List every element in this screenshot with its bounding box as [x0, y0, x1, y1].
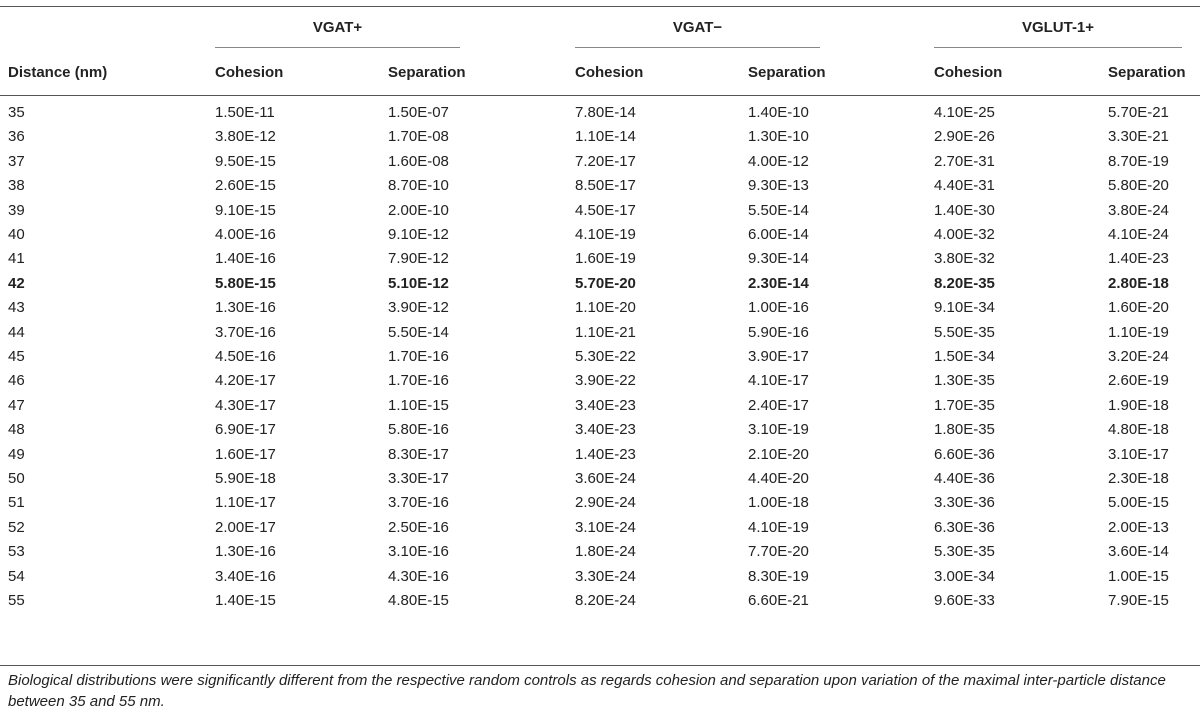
separation-cell: 3.20E-24: [1108, 348, 1169, 365]
table-row: [0, 174, 1200, 198]
separation-cell: 1.70E-16: [388, 348, 449, 365]
separation-cell: 8.30E-19: [748, 567, 809, 585]
distance-cell: 42: [8, 274, 25, 292]
group-rule-vgat-minus: [575, 47, 820, 48]
distance-cell: 39: [8, 201, 25, 219]
separation-cell: 3.70E-16: [388, 494, 449, 512]
cohesion-cell: 5.80E-15: [215, 274, 276, 292]
cohesion-cell: 9.50E-15: [215, 152, 276, 170]
cohesion-cell: 3.60E-24: [575, 470, 636, 487]
separation-cell: 8.70E-10: [388, 177, 449, 195]
separation-cell: 4.80E-18: [1108, 421, 1169, 439]
distance-cell: 52: [8, 518, 25, 536]
cohesion-cell: 8.50E-17: [575, 177, 636, 195]
column-header-vglut1-plus-separation: Separation: [1108, 64, 1186, 81]
cohesion-cell: 6.90E-17: [215, 421, 276, 439]
cohesion-cell: 1.40E-15: [215, 592, 276, 609]
cohesion-cell: 7.20E-17: [575, 152, 636, 170]
separation-cell: 1.60E-08: [388, 152, 449, 170]
cohesion-cell: 1.60E-19: [575, 250, 636, 268]
cohesion-cell: 3.70E-16: [215, 323, 276, 341]
separation-cell: 6.60E-21: [748, 592, 809, 609]
table-row: [0, 491, 1200, 515]
cohesion-cell: 5.30E-35: [934, 543, 995, 561]
table-row: [0, 296, 1200, 320]
cohesion-cell: 3.80E-12: [215, 128, 276, 146]
cohesion-cell: 4.50E-16: [215, 348, 276, 365]
separation-cell: 4.10E-17: [748, 372, 809, 390]
separation-cell: 5.00E-15: [1108, 494, 1169, 512]
cohesion-cell: 1.40E-30: [934, 201, 995, 219]
separation-cell: 1.00E-18: [748, 494, 809, 512]
separation-cell: 1.90E-18: [1108, 396, 1169, 414]
separation-cell: 2.00E-10: [388, 201, 449, 219]
group-header-vgat-minus: VGAT−: [672, 19, 723, 36]
distance-cell: 48: [8, 421, 25, 439]
separation-cell: 8.30E-17: [388, 445, 449, 463]
cohesion-cell: 1.30E-35: [934, 372, 995, 390]
cohesion-cell: 3.30E-24: [575, 567, 636, 585]
separation-cell: 1.40E-10: [748, 104, 809, 121]
column-header-vgat-minus-separation: Separation: [748, 64, 826, 81]
table-footnote: Biological distributions were significantly different from the respective random controls as regards cohesion and separation upon variation of the maximal inter-particle distance between 35 and 55 nm.: [8, 672, 1166, 710]
cohesion-cell: 9.10E-34: [934, 299, 995, 317]
distance-cell: 36: [8, 128, 25, 146]
cohesion-cell: 8.20E-35: [934, 274, 995, 292]
group-rule-vglut1-plus: [934, 47, 1182, 48]
separation-cell: 5.80E-16: [388, 421, 449, 439]
cohesion-cell: 4.00E-32: [934, 226, 995, 243]
table-row: [0, 223, 1200, 247]
cohesion-cell: 6.30E-36: [934, 518, 995, 536]
cohesion-cell: 1.50E-34: [934, 348, 995, 365]
distance-cell: 53: [8, 543, 25, 561]
table-bottom-rule: [0, 665, 1200, 666]
separation-cell: 3.30E-17: [388, 470, 449, 487]
cohesion-cell: 2.90E-24: [575, 494, 636, 512]
separation-cell: 3.60E-14: [1108, 543, 1169, 561]
separation-cell: 2.60E-19: [1108, 372, 1169, 390]
table-row: [0, 199, 1200, 223]
separation-cell: 1.60E-20: [1108, 299, 1169, 317]
table-row: [0, 321, 1200, 345]
separation-cell: 1.00E-15: [1108, 567, 1169, 585]
separation-cell: 1.30E-10: [748, 128, 809, 146]
table-row: [0, 150, 1200, 174]
column-header-vgat-plus-separation: Separation: [388, 64, 466, 81]
group-header-vgat-plus: VGAT+: [312, 19, 363, 36]
cohesion-cell: 2.90E-26: [934, 128, 995, 146]
cohesion-cell: 4.30E-17: [215, 396, 276, 414]
cohesion-cell: 4.00E-16: [215, 226, 276, 243]
table-row: [0, 394, 1200, 418]
separation-cell: 4.30E-16: [388, 567, 449, 585]
table-row: [0, 418, 1200, 442]
distance-cell: 55: [8, 592, 25, 609]
cohesion-cell: 5.70E-20: [575, 274, 636, 292]
cohesion-cell: 1.30E-16: [215, 299, 276, 317]
cohesion-cell: 4.40E-36: [934, 470, 995, 487]
cohesion-cell: 1.10E-20: [575, 299, 636, 317]
cohesion-cell: 3.80E-32: [934, 250, 995, 268]
separation-cell: 3.10E-19: [748, 421, 809, 439]
table-header-rule: [0, 95, 1200, 96]
table-row: [0, 369, 1200, 393]
distance-cell: 45: [8, 348, 25, 365]
cohesion-cell: 4.10E-25: [934, 104, 995, 121]
separation-cell: 3.80E-24: [1108, 201, 1169, 219]
distance-cell: 51: [8, 494, 25, 512]
cohesion-cell: 3.40E-16: [215, 567, 276, 585]
separation-cell: 1.70E-16: [388, 372, 449, 390]
cohesion-cell: 7.80E-14: [575, 104, 636, 121]
cohesion-cell: 5.50E-35: [934, 323, 995, 341]
table-row: [0, 101, 1200, 125]
separation-cell: 2.10E-20: [748, 445, 809, 463]
cohesion-cell: 1.50E-11: [215, 104, 275, 121]
separation-cell: 7.70E-20: [748, 543, 809, 561]
separation-cell: 1.00E-16: [748, 299, 809, 317]
table-row: [0, 247, 1200, 271]
cohesion-cell: 1.40E-16: [215, 250, 276, 268]
cohesion-cell: 3.10E-24: [575, 518, 636, 536]
separation-cell: 9.30E-13: [748, 177, 809, 195]
table-row: [0, 540, 1200, 564]
separation-cell: 1.50E-07: [388, 104, 449, 121]
cohesion-cell: 6.60E-36: [934, 445, 995, 463]
distance-cell: 49: [8, 445, 25, 463]
cohesion-cell: 2.60E-15: [215, 177, 276, 195]
cohesion-cell: 1.10E-17: [215, 494, 276, 512]
separation-cell: 5.90E-16: [748, 323, 809, 341]
separation-cell: 4.80E-15: [388, 592, 449, 609]
table-row: [0, 345, 1200, 369]
separation-cell: 5.70E-21: [1108, 104, 1169, 121]
column-header-vglut1-plus-cohesion: Cohesion: [934, 64, 1003, 81]
cohesion-cell: 1.60E-17: [215, 445, 276, 463]
cohesion-cell: 3.00E-34: [934, 567, 995, 585]
cohesion-cell: 4.50E-17: [575, 201, 636, 219]
cohesion-cell: 4.10E-19: [575, 226, 636, 243]
table-row: [0, 443, 1200, 467]
distance-cell: 44: [8, 323, 25, 341]
separation-cell: 1.10E-19: [1108, 323, 1169, 341]
cohesion-cell: 8.20E-24: [575, 592, 636, 609]
cohesion-cell: 1.80E-35: [934, 421, 995, 439]
cohesion-cell: 1.10E-14: [575, 128, 636, 146]
separation-cell: 5.80E-20: [1108, 177, 1169, 195]
group-header-vglut1-plus: VGLUT-1+: [1021, 19, 1095, 36]
column-header-vgat-plus-cohesion: Cohesion: [215, 64, 284, 81]
separation-cell: 9.30E-14: [748, 250, 809, 268]
separation-cell: 3.10E-16: [388, 543, 449, 561]
separation-cell: 3.30E-21: [1108, 128, 1169, 146]
distance-cell: 46: [8, 372, 25, 390]
cohesion-cell: 3.30E-36: [934, 494, 995, 512]
distance-cell: 43: [8, 299, 25, 317]
table-row: [0, 516, 1200, 540]
separation-cell: 6.00E-14: [748, 226, 809, 243]
distance-cell: 37: [8, 152, 25, 170]
distance-cell: 38: [8, 177, 25, 195]
cohesion-cell: 2.00E-17: [215, 518, 276, 536]
separation-cell: 2.30E-18: [1108, 470, 1169, 487]
separation-cell: 8.70E-19: [1108, 152, 1169, 170]
cohesion-cell: 5.90E-18: [215, 470, 276, 487]
separation-cell: 5.50E-14: [388, 323, 449, 341]
separation-cell: 2.40E-17: [748, 396, 809, 414]
column-header-vgat-minus-cohesion: Cohesion: [575, 64, 644, 81]
distance-cell: 54: [8, 567, 25, 585]
separation-cell: 2.50E-16: [388, 518, 449, 536]
separation-cell: 4.10E-19: [748, 518, 809, 536]
cohesion-cell: 1.70E-35: [934, 396, 995, 414]
distance-cell: 40: [8, 226, 25, 243]
group-rule-vgat-plus: [215, 47, 460, 48]
cohesion-cell: 9.60E-33: [934, 592, 995, 609]
table-row: [0, 467, 1200, 491]
separation-cell: 3.90E-12: [388, 299, 449, 317]
separation-cell: 4.10E-24: [1108, 226, 1169, 243]
separation-cell: 3.90E-17: [748, 348, 809, 365]
separation-cell: 4.40E-20: [748, 470, 809, 487]
cohesion-cell: 1.80E-24: [575, 543, 636, 561]
separation-cell: 1.10E-15: [388, 396, 449, 414]
cohesion-cell: 1.30E-16: [215, 543, 276, 561]
cohesion-cell: 4.40E-31: [934, 177, 995, 195]
table-top-rule: [0, 6, 1200, 7]
separation-cell: 1.40E-23: [1108, 250, 1169, 268]
distance-cell: 50: [8, 470, 25, 487]
distance-cell: 47: [8, 396, 25, 414]
column-header-distance: Distance (nm): [8, 64, 108, 81]
separation-cell: 5.50E-14: [748, 201, 809, 219]
cohesion-cell: 2.70E-31: [934, 152, 995, 170]
cohesion-cell: 3.40E-23: [575, 396, 636, 414]
separation-cell: 7.90E-12: [388, 250, 449, 268]
separation-cell: 9.10E-12: [388, 226, 449, 243]
cohesion-cell: 3.90E-22: [575, 372, 636, 390]
separation-cell: 2.80E-18: [1108, 274, 1169, 292]
separation-cell: 2.30E-14: [748, 274, 809, 292]
separation-cell: 4.00E-12: [748, 152, 809, 170]
cohesion-cell: 3.40E-23: [575, 421, 636, 439]
table-row: [0, 125, 1200, 149]
separation-cell: 1.70E-08: [388, 128, 449, 146]
table-row: [0, 589, 1200, 613]
cohesion-cell: 5.30E-22: [575, 348, 636, 365]
table-row: [0, 565, 1200, 589]
cohesion-cell: 1.10E-21: [575, 323, 636, 341]
cohesion-cell: 9.10E-15: [215, 201, 276, 219]
cohesion-cell: 4.20E-17: [215, 372, 276, 390]
separation-cell: 7.90E-15: [1108, 592, 1169, 609]
table-row: [0, 272, 1200, 296]
separation-cell: 5.10E-12: [388, 274, 449, 292]
distance-cell: 41: [8, 250, 25, 268]
cohesion-cell: 1.40E-23: [575, 445, 636, 463]
distance-cell: 35: [8, 104, 25, 121]
separation-cell: 2.00E-13: [1108, 518, 1169, 536]
separation-cell: 3.10E-17: [1108, 445, 1169, 463]
